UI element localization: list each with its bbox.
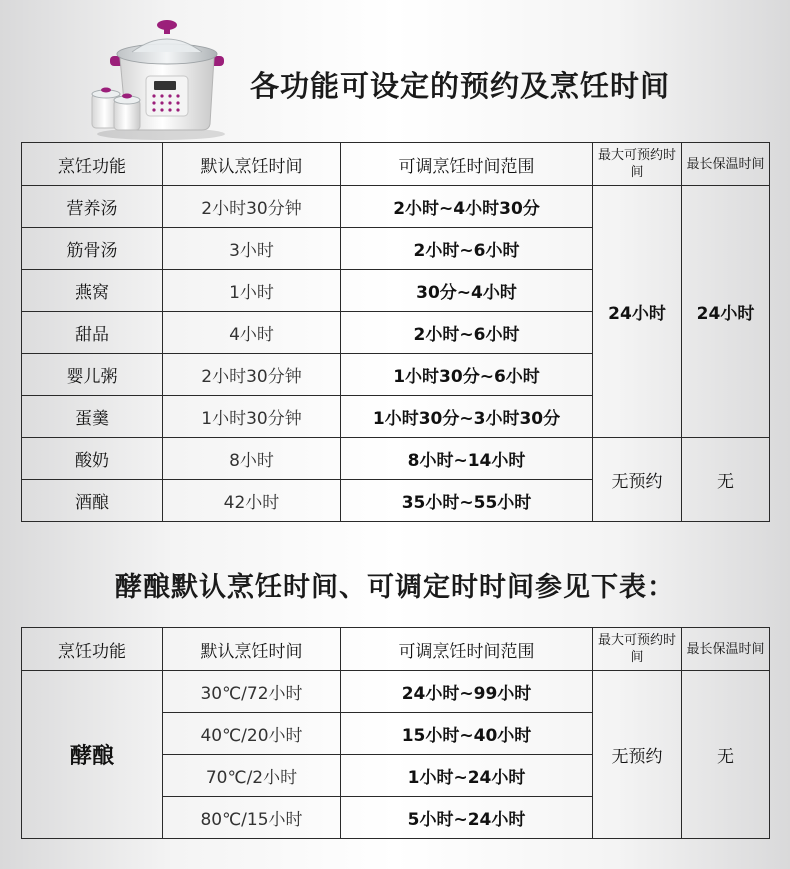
header-max-reserve: 最大可预约时间 <box>593 628 682 671</box>
table-row <box>22 671 770 713</box>
function-name: 酒酿 <box>22 480 163 522</box>
adjust-range: 1小时30分~6小时 <box>341 354 593 396</box>
cooking-time-table <box>21 142 770 522</box>
adjust-range: 24小时~99小时 <box>341 671 593 713</box>
function-name: 酸奶 <box>22 438 163 480</box>
adjust-range: 1小时30分~3小时30分 <box>341 396 593 438</box>
default-time: 42小时 <box>163 480 341 522</box>
default-time: 2小时30分钟 <box>163 186 341 228</box>
default-time: 1小时 <box>163 270 341 312</box>
max-keep-warm-value: 无 <box>682 671 770 839</box>
header-function: 烹饪功能 <box>22 628 163 671</box>
max-keep-warm-value: 无 <box>682 438 770 522</box>
section-subtitle: 酵酿默认烹饪时间、可调定时时间参见下表： <box>115 572 675 603</box>
jiaoniang-time-table <box>21 627 770 839</box>
adjust-range: 2小时~6小时 <box>341 228 593 270</box>
adjust-range: 30分~4小时 <box>341 270 593 312</box>
header-max-keep-warm: 最长保温时间 <box>682 628 770 671</box>
adjust-range: 1小时~24小时 <box>341 755 593 797</box>
function-name: 营养汤 <box>22 186 163 228</box>
default-time: 30℃/72小时 <box>163 671 341 713</box>
function-name: 婴儿粥 <box>22 354 163 396</box>
function-name: 甜品 <box>22 312 163 354</box>
header-adjust-range: 可调烹饪时间范围 <box>341 143 593 186</box>
default-time: 8小时 <box>163 438 341 480</box>
slow-cooker-image <box>88 14 234 142</box>
header-default-time: 默认烹饪时间 <box>163 628 341 671</box>
header-max-reserve: 最大可预约时间 <box>593 143 682 186</box>
adjust-range: 8小时~14小时 <box>341 438 593 480</box>
default-time: 70℃/2小时 <box>163 755 341 797</box>
function-name: 酵酿 <box>22 671 163 839</box>
table-row <box>22 438 770 480</box>
max-keep-warm-value: 24小时 <box>682 186 770 438</box>
max-reserve-value: 24小时 <box>593 186 682 438</box>
default-time: 4小时 <box>163 312 341 354</box>
page-title: 各功能可设定的预约及烹饪时间 <box>250 69 671 103</box>
header-default-time: 默认烹饪时间 <box>163 143 341 186</box>
max-reserve-value: 无预约 <box>593 438 682 522</box>
adjust-range: 15小时~40小时 <box>341 713 593 755</box>
default-time: 2小时30分钟 <box>163 354 341 396</box>
adjust-range: 5小时~24小时 <box>341 797 593 839</box>
header-max-keep-warm: 最长保温时间 <box>682 143 770 186</box>
default-time: 40℃/20小时 <box>163 713 341 755</box>
table-row <box>22 186 770 228</box>
function-name: 筋骨汤 <box>22 228 163 270</box>
table-header-row <box>22 143 770 186</box>
header-function: 烹饪功能 <box>22 143 163 186</box>
table-header-row <box>22 628 770 671</box>
adjust-range: 2小时~6小时 <box>341 312 593 354</box>
header-adjust-range: 可调烹饪时间范围 <box>341 628 593 671</box>
function-name: 蛋羹 <box>22 396 163 438</box>
default-time: 1小时30分钟 <box>163 396 341 438</box>
adjust-range: 2小时~4小时30分 <box>341 186 593 228</box>
default-time: 3小时 <box>163 228 341 270</box>
default-time: 80℃/15小时 <box>163 797 341 839</box>
max-reserve-value: 无预约 <box>593 671 682 839</box>
adjust-range: 35小时~55小时 <box>341 480 593 522</box>
function-name: 燕窝 <box>22 270 163 312</box>
